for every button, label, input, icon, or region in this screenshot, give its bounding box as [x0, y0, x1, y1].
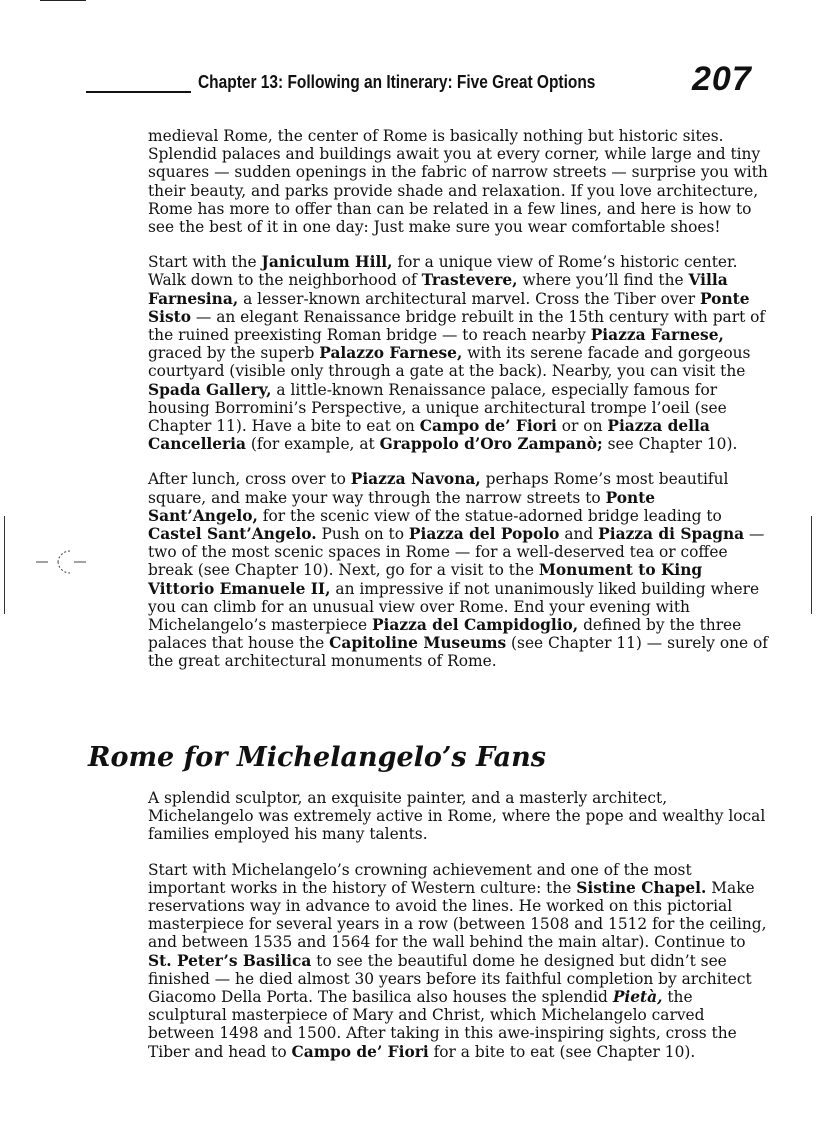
- registration-mark-icon: [30, 545, 90, 579]
- bold-place-name: Piazza del Popolo: [408, 525, 560, 544]
- top-crop-tick: [40, 0, 86, 1]
- bold-place-name: Palazzo Farnese,: [319, 344, 463, 363]
- bold-place-name: Ponte Sant’Angelo,: [148, 488, 656, 525]
- bold-place-name: Ponte Sisto: [148, 289, 750, 326]
- intro-body: [148, 127, 768, 688]
- body-paragraph: medieval Rome, the center of Rome is basically nothing but historic sites. Splendid palaces and buildings await you at every corner, while large and tiny squares — sudden openings in the fabric of narrow streets — surprise you with their beauty, and parks provide shade and relaxation. If you love architecture, Rome has more to offer than can be related in a few lines, and here is how to see the best of it in one day: Just make sure you wear comfortable shoes!: [148, 127, 768, 237]
- left-margin-mark: [4, 516, 5, 614]
- body-paragraph: Start with the Janiculum Hill, for a unique view of Rome’s historic center. Walk down to the neighborhood of Trastevere, where you’ll find the Villa Farnesina, a lesser-known architectural marvel. Cross the Tiber over Ponte Sisto — an elegant Renaissance bridge rebuilt in the 15th century with part of the ruined preexisting Roman bridge — to reach nearby Piazza Farnese, graced by the superb Palazzo Farnese, with its serene facade and gorgeous courtyard (visible only through a gate at the back). Nearby, you can visit the Spada Gallery, a little-known Renaissance palace, especially famous for housing Borromini’s Perspective, a unique architectural trompe l’oeil (see Chapter 11). Have a bite to eat on Campo de’ Fiori or on Piazza della Cancelleria (for example, at Grappolo d’Oro Zampanò; see Chapter 10).: [148, 253, 766, 454]
- page-number: 207: [692, 60, 752, 98]
- right-margin-mark: [811, 516, 812, 614]
- bold-place-name: Piazza Navona,: [350, 470, 481, 489]
- bold-place-name: Campo de’ Fiori: [419, 417, 557, 436]
- bold-place-name: Villa Farnesina,: [148, 271, 728, 308]
- bold-place-name: Campo de’ Fiori: [291, 1042, 429, 1061]
- section-heading: Rome for Michelangelo’s Fans: [88, 742, 546, 773]
- bold-place-name: Spada Gallery,: [148, 380, 272, 399]
- body-paragraph: After lunch, cross over to Piazza Navona, perhaps Rome’s most beautiful square, and make your way through the narrow streets to Ponte Sant’Angelo, for the scenic view of the statue-adorned bridge leading to Castel Sant’Angelo. Push on to Piazza del Popolo and Piazza di Spagna — two of the most scenic spaces in Rome — for a well-deserved tea or coffee break (see Chapter 10). Next, go for a visit to the Monument to King Vittorio Emanuele II, an impressive if not unanimously liked building where you can climb for an unusual view over Rome. End your evening with Michelangelo’s masterpiece Piazza del Campidoglio, defined by the three palaces that house the Capitoline Museums (see Chapter 11) — surely one of the great architectural monuments of Rome.: [148, 470, 769, 671]
- bold-place-name: Piazza di Spagna: [598, 525, 745, 544]
- body-paragraph: A splendid sculptor, an exquisite painter, and a masterly architect, Michelangelo was extremely active in Rome, where the pope and wealthy local families employed his many talents.: [148, 789, 766, 844]
- bold-place-name: Capitoline Museums: [329, 634, 507, 653]
- section-body: [148, 789, 768, 1078]
- bold-place-name: Grappolo d’Oro Zampanò;: [379, 435, 603, 454]
- bold-place-name: Castel Sant’Angelo.: [148, 525, 317, 544]
- bold-place-name: Piazza della Cancelleria: [148, 417, 710, 454]
- running-head: Chapter 13: Following an Itinerary: Five Great Options: [198, 72, 596, 92]
- bold-place-name: St. Peter’s Basilica: [148, 951, 312, 970]
- bold-place-name: Janiculum Hill,: [261, 253, 393, 272]
- header-rule: [86, 91, 191, 93]
- bold-place-name: Piazza del Campidoglio,: [371, 616, 579, 635]
- body-paragraph: Start with Michelangelo’s crowning achievement and one of the most important works in the history of Western culture: the Sistine Chapel. Make reservations way in advance to avoid the lines. He worked on this pictorial masterpiece for several years in a row (between 1508 and 1512 for the ceiling, and between 1535 and 1564 for the wall behind the main altar). Continue to St. Peter’s Basilica to see the beautiful dome he designed but didn’t see finished — he died almost 30 years before its faithful completion by architect Giacomo Della Porta. The basilica also houses the splendid Pietà, the sculptural masterpiece of Mary and Christ, which Michelangelo carved between 1498 and 1500. After taking in this awe-inspiring sights, cross the Tiber and head to Campo de’ Fiori for a bite to eat (see Chapter 10).: [148, 860, 767, 1061]
- bold-place-name: Trastevere,: [421, 271, 518, 290]
- bold-place-name: Pietà,: [612, 988, 663, 1007]
- bold-place-name: Sistine Chapel.: [576, 878, 707, 897]
- bold-place-name: Monument to King Vittorio Emanuele II,: [148, 561, 703, 598]
- bold-place-name: Piazza Farnese,: [590, 326, 724, 345]
